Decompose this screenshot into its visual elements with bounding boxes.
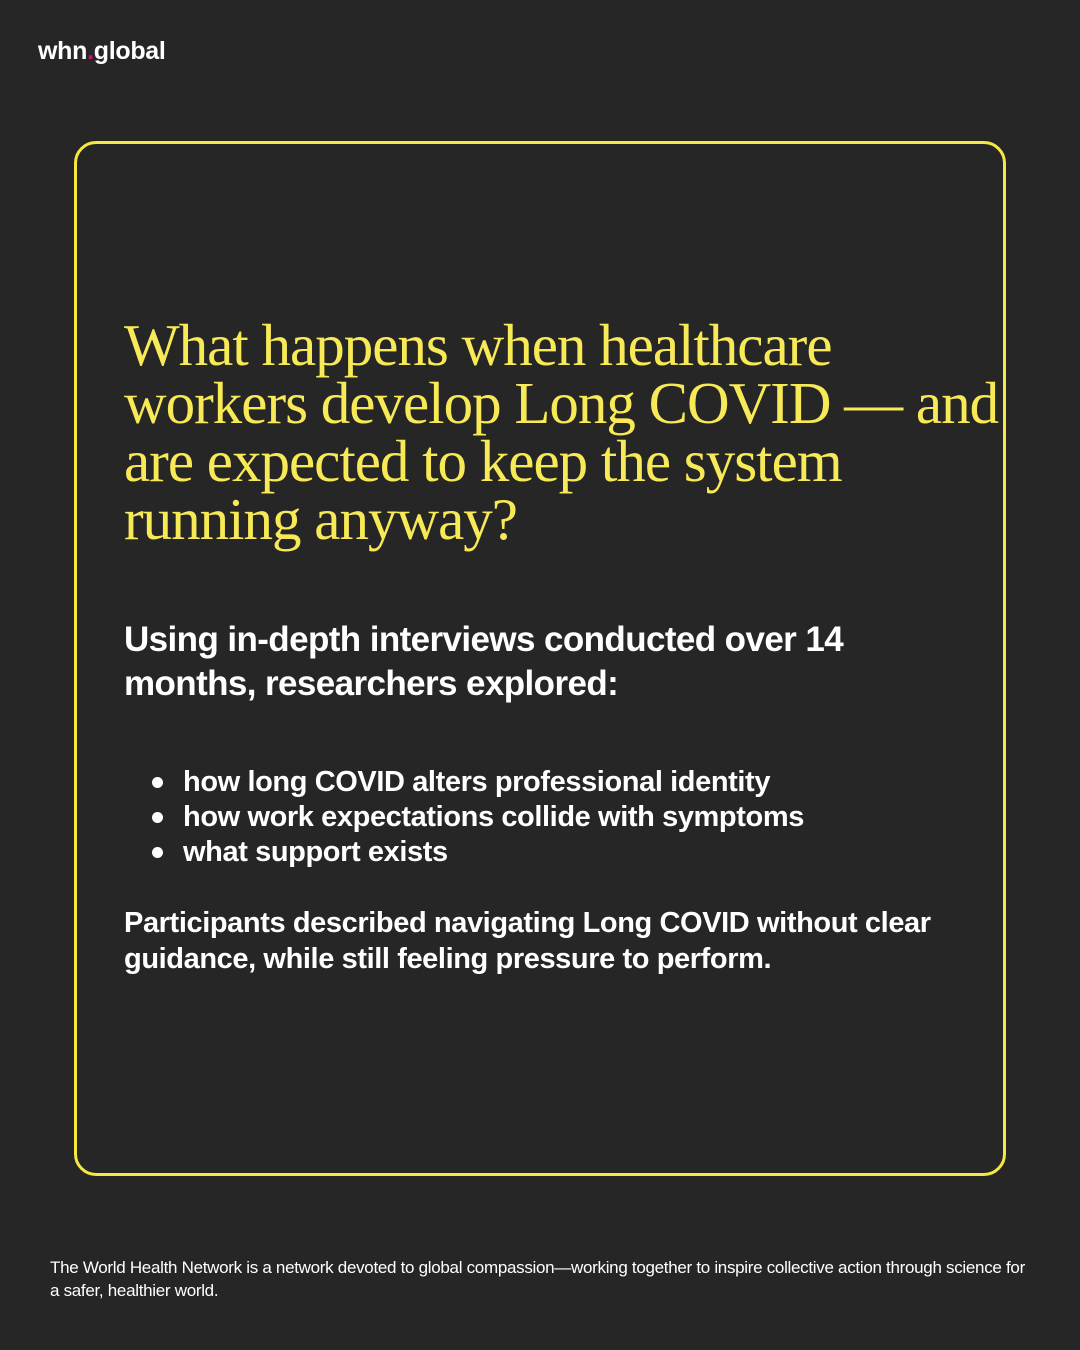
bullet-text: how long COVID alters professional identity (183, 766, 771, 798)
bullet-dot-icon (152, 847, 163, 858)
card-headline: What happens when healthcare workers develop Long COVID — and are expected to keep the system running anyway? (124, 312, 999, 552)
card-closing: Participants described navigating Long COVID without clear guidance, while still feeling pressure to perform. (124, 907, 931, 975)
logo-suffix: global (93, 37, 166, 65)
bullet-item (150, 765, 1000, 800)
footer-text: The World Health Network is a network devoted to global compassion—working together to inspire collective action through science for a safer, healthier world. (50, 1258, 1025, 1300)
logo-prefix: whn (38, 37, 88, 65)
bullet-text: how work expectations collide with symptoms (183, 801, 804, 833)
bullet-item (150, 800, 1000, 835)
logo-dot: . (87, 37, 94, 65)
bullet-dot-icon (152, 812, 163, 823)
whn-global-logo (38, 36, 166, 66)
bullet-dot-icon (152, 777, 163, 788)
bullet-item (150, 835, 1000, 870)
card-intro: Using in-depth interviews conducted over 14 months, researchers explored: (124, 620, 844, 703)
bullet-list (150, 765, 1000, 870)
bullet-text: what support exists (183, 836, 448, 868)
